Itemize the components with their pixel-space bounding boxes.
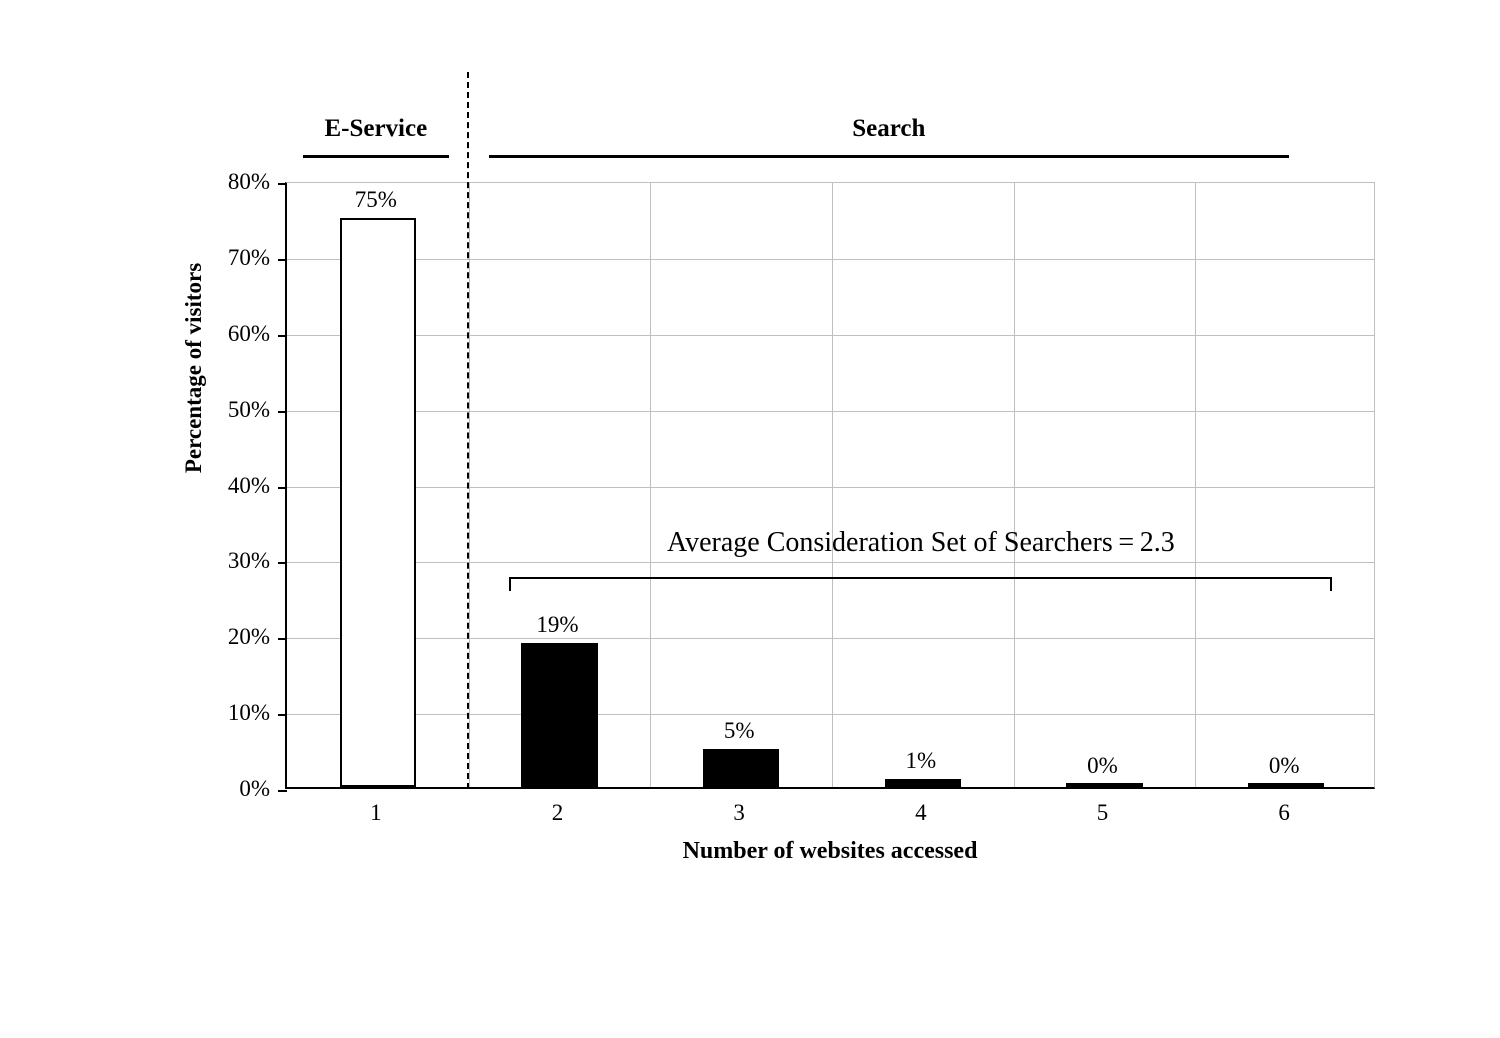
gridline-vertical xyxy=(469,183,470,787)
annotation-average-consideration-set: Average Consideration Set of Searchers = 2.3 xyxy=(666,526,1175,558)
y-tick-label: 0% xyxy=(239,776,270,801)
y-axis-title: Percentage of visitors xyxy=(181,262,206,474)
bar-5 xyxy=(1066,783,1142,787)
y-tick-label: 30% xyxy=(227,548,270,574)
y-tick-mark xyxy=(278,790,287,792)
gridline-horizontal xyxy=(287,714,1374,715)
bar-value-label-2: 19% xyxy=(536,611,579,637)
x-tick-label-1: 1 xyxy=(370,800,382,825)
gridline-vertical xyxy=(832,183,833,787)
bar-2 xyxy=(521,643,597,787)
bar-value-label-6: 0% xyxy=(1268,753,1300,778)
x-tick-label-4: 4 xyxy=(915,800,927,825)
plot-area xyxy=(285,182,1375,789)
y-tick-mark xyxy=(278,562,287,564)
y-tick-label: 40% xyxy=(227,472,270,498)
bar-6 xyxy=(1248,783,1324,787)
y-tick-label: 50% xyxy=(227,396,270,422)
group-label-e-service: E-Service xyxy=(324,115,428,142)
bar-3 xyxy=(703,749,779,787)
y-tick-mark xyxy=(278,259,287,261)
y-tick-mark xyxy=(278,411,287,413)
y-tick-mark xyxy=(278,487,287,489)
gridline-vertical xyxy=(1195,183,1196,787)
gridline-vertical xyxy=(650,183,651,787)
bar-value-label-1: 75% xyxy=(354,186,397,212)
y-tick-mark xyxy=(278,335,287,337)
x-tick-label-6: 6 xyxy=(1278,800,1290,825)
y-tick-mark xyxy=(278,714,287,716)
group-label-search: Search xyxy=(852,115,926,142)
gridline-horizontal xyxy=(287,638,1374,639)
y-tick-label: 80% xyxy=(227,169,270,194)
gridline-horizontal xyxy=(287,259,1374,260)
gridline-horizontal xyxy=(287,487,1374,488)
x-tick-label-5: 5 xyxy=(1096,800,1109,825)
x-tick-label-3: 3 xyxy=(733,800,745,825)
group-rule-e-service xyxy=(303,155,449,158)
bar-value-label-3: 5% xyxy=(723,718,755,744)
y-tick-label: 60% xyxy=(227,320,270,346)
bar-4 xyxy=(885,779,961,787)
bar-1 xyxy=(340,218,416,787)
y-tick-label: 70% xyxy=(227,244,270,270)
y-tick-label: 20% xyxy=(227,624,270,650)
y-tick-mark xyxy=(278,638,287,640)
annotation-bracket xyxy=(509,577,1332,591)
gridline-vertical xyxy=(1014,183,1015,787)
bar-value-label-5: 0% xyxy=(1087,753,1118,778)
x-tick-label-2: 2 xyxy=(551,800,564,825)
gridline-horizontal xyxy=(287,411,1374,412)
y-tick-label: 10% xyxy=(227,700,270,726)
x-axis-title: Number of websites accessed xyxy=(682,838,978,864)
group-rule-search xyxy=(489,155,1289,158)
bar-value-label-4: 1% xyxy=(905,748,937,774)
gridline-horizontal xyxy=(287,562,1374,563)
y-tick-mark xyxy=(278,183,287,185)
group-separator-line xyxy=(467,72,469,789)
gridline-horizontal xyxy=(287,335,1374,336)
